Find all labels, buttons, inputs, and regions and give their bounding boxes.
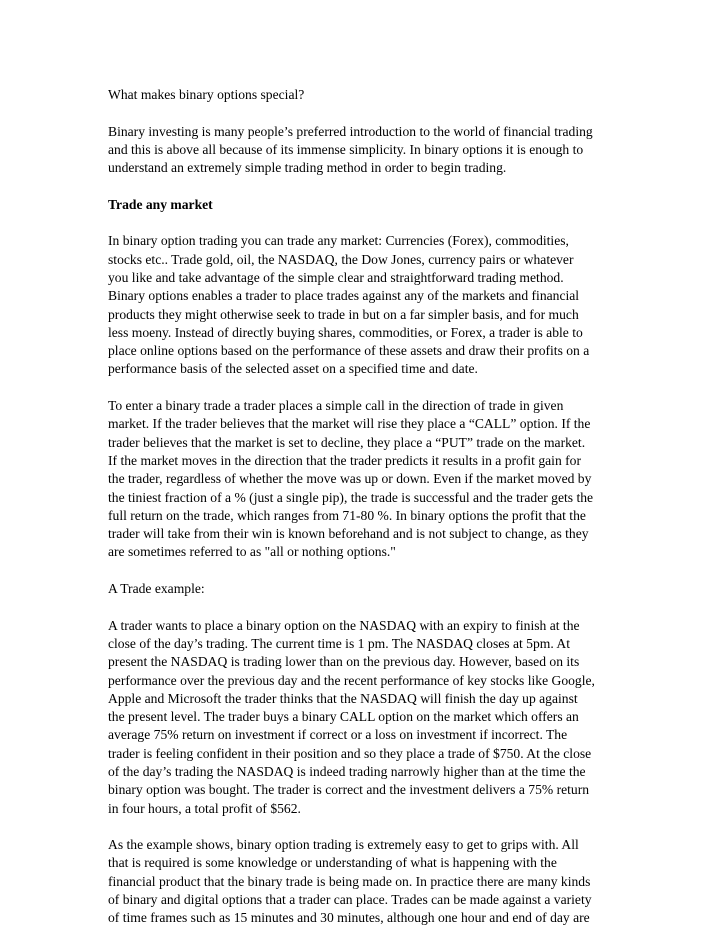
text-line: stocks etc.. Trade gold, oil, the NASDAQ, the Dow Jones, currency pairs or whatever (108, 251, 574, 267)
text-line: that is required is some knowledge or understanding of what is happening with the (108, 855, 557, 871)
text-line: are sometimes referred to as "all or nothing options." (108, 544, 396, 560)
markets-paragraph (108, 232, 624, 378)
text-line: of time frames such as 15 minutes and 30 minutes, although one hour and end of day are (108, 910, 590, 926)
document-title (108, 86, 624, 104)
text-line: performance over the previous day and the recent performance of key stocks like Google, (108, 672, 595, 688)
text-line: of the day’s trading the NASDAQ is indeed trading narrowly higher than at the time the (108, 763, 586, 779)
text-line: place online options based on the performance of these assets and draw their profits on a (108, 343, 590, 359)
heading-line: A Trade example: (108, 581, 205, 597)
text-line: the present level. The trader buys a binary CALL option on the market which offers an (108, 709, 579, 725)
heading-line: Trade any market (108, 196, 213, 212)
enter-trade-paragraph (108, 397, 624, 562)
text-line: products they might otherwise seek to trade in but on a far simpler basis, and for much (108, 306, 579, 322)
text-line: understand an extremely simple trading method in order to begin trading. (108, 160, 507, 176)
text-line: trader is feeling confident in their position and so they place a trade of $750. At the close (108, 745, 592, 761)
text-line: Binary options enables a trader to place trades against any of the markets and financial (108, 288, 580, 304)
text-line: trader will take from their win is known beforehand and is not subject to change, as they (108, 526, 589, 542)
text-line: the trader, regardless of whether the move was up or down. Even if the market moved by (108, 471, 592, 487)
text-line: close of the day’s trading. The current time is 1 pm. The NASDAQ closes at 5pm. At (108, 635, 570, 651)
text-line: financial product that the binary trade is being made on. In practice there are many kinds (108, 873, 591, 889)
text-line: of binary and digital options that a trader can place. Trades can be made against a variety (108, 892, 592, 908)
conclusion-paragraph (108, 836, 624, 927)
text-line: in four hours, a total profit of $562. (108, 800, 301, 816)
text-line: market. If the trader believes that the market will rise they place a “CALL” option. If the (108, 416, 591, 432)
text-line: performance basis of the selected asset on a specified time and date. (108, 361, 478, 377)
text-line: In binary option trading you can trade any market: Currencies (Forex), commodities, (108, 233, 569, 249)
text-line: As the example shows, binary option trading is extremely easy to get to grips with. All (108, 837, 579, 853)
text-line: the tiniest fraction of a % (just a single pip), the trade is successful and the trader gets the (108, 489, 594, 505)
text-line: A trader wants to place a binary option on the NASDAQ with an expiry to finish at the (108, 617, 580, 633)
text-line: full return on the trade, which ranges from 71-80 %. In binary options the profit that the (108, 507, 586, 523)
text-line: present the NASDAQ is trading lower than on the previous day. However, based on its (108, 654, 580, 670)
text-line: To enter a binary trade a trader places a simple call in the direction of trade in given (108, 398, 564, 414)
example-heading (108, 580, 624, 598)
text-line: binary option was bought. The trader is correct and the investment delivers a 75% return (108, 782, 590, 798)
text-line: Binary investing is many people’s preferred introduction to the world of financial trading (108, 123, 593, 139)
text-line: you like and take advantage of the simple clear and straightforward trading method. (108, 269, 564, 285)
document-body (108, 86, 624, 946)
text-line: If the market moves in the direction that the trader predicts it results in a profit gain for (108, 452, 581, 468)
example-paragraph (108, 617, 624, 818)
intro-paragraph (108, 123, 624, 178)
text-line: trader believes that the market is set to decline, they place a “PUT” trade on the market. (108, 434, 586, 450)
text-line: average 75% return on investment if correct or a loss on investment if incorrect. The (108, 727, 568, 743)
text-line: and this is above all because of its immense simplicity. In binary options it is enough to (108, 141, 584, 157)
text-line: less moeny. Instead of directly buying shares, commodities, or Forex, a trader is able to (108, 324, 583, 340)
text-line: Apple and Microsoft the trader thinks that the NASDAQ will finish the day up against (108, 690, 578, 706)
title-line: What makes binary options special? (108, 87, 305, 102)
section-heading (108, 196, 624, 214)
